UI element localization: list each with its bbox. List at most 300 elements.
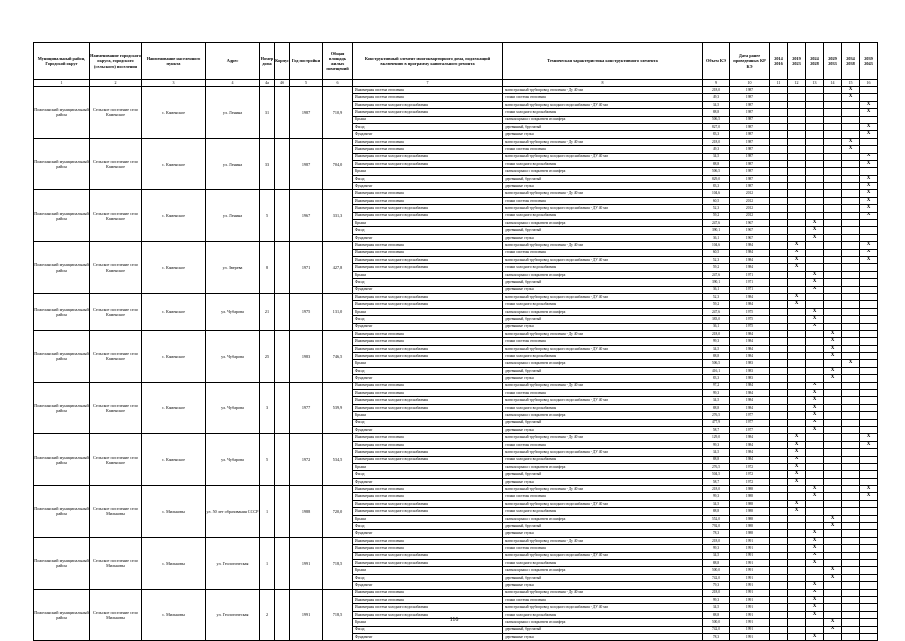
- characteristic-cell: магистральный трубопровод холодного водоснабжения - ДУ 40 мм: [503, 205, 703, 212]
- period-mark-cell: [770, 87, 788, 94]
- period-mark-cell: [860, 316, 878, 323]
- period-mark-cell: [842, 345, 860, 352]
- period-mark-cell: [824, 183, 842, 190]
- period-mark-cell: [860, 560, 878, 567]
- volume-cell: 88,8: [703, 109, 730, 116]
- house-number-cell: 8: [260, 242, 275, 294]
- build-year-cell: 1991: [290, 589, 323, 641]
- period-mark-cell: [806, 249, 824, 256]
- characteristic-cell: стояки холодного водоснабжения: [503, 109, 703, 116]
- house-number-cell: 5: [260, 190, 275, 242]
- period-mark-cell: [824, 242, 842, 249]
- period-mark-cell: [824, 301, 842, 308]
- period-mark-cell: [842, 190, 860, 197]
- period-mark-cell: [788, 626, 806, 633]
- house-number-cell: 21: [260, 293, 275, 330]
- period-mark-cell: X: [860, 212, 878, 219]
- element-cell: Инженерная система отопления: [353, 589, 503, 596]
- period-mark-cell: [824, 109, 842, 116]
- period-mark-cell: [842, 419, 860, 426]
- element-cell: Инженерная система холодного водоснабжения: [353, 560, 503, 567]
- period-mark-cell: X: [860, 131, 878, 138]
- period-mark-cell: [860, 323, 878, 330]
- element-cell: Инженерная система отопления: [353, 330, 503, 337]
- period-mark-cell: [860, 596, 878, 603]
- period-mark-cell: [770, 390, 788, 397]
- period-mark-cell: [824, 279, 842, 286]
- characteristic-cell: магистральный трубопровод отопления - Ду 40 мм: [503, 382, 703, 389]
- period-mark-cell: [806, 338, 824, 345]
- period-mark-cell: X: [788, 478, 806, 485]
- period-mark-cell: [842, 242, 860, 249]
- repair-date-cell: 1987: [730, 131, 770, 138]
- repair-date-cell: 1984: [730, 345, 770, 352]
- period-mark-cell: [842, 456, 860, 463]
- period-mark-cell: [860, 471, 878, 478]
- house-group: [34, 293, 878, 330]
- column-number: 2: [90, 80, 142, 87]
- period-mark-cell: X: [860, 190, 878, 197]
- period-mark-cell: X: [806, 426, 824, 433]
- period-mark-cell: [788, 560, 806, 567]
- repair-date-cell: 1984: [730, 404, 770, 411]
- period-mark-cell: X: [824, 375, 842, 382]
- volume-cell: 552,0: [703, 515, 730, 522]
- period-mark-cell: [842, 205, 860, 212]
- characteristic-cell: деревянные стулья: [503, 323, 703, 330]
- repair-date-cell: 1987: [730, 94, 770, 101]
- period-mark-cell: [788, 596, 806, 603]
- volume-cell: 60,5: [703, 197, 730, 204]
- period-mark-cell: [860, 545, 878, 552]
- period-mark-cell: X: [860, 123, 878, 130]
- period-mark-cell: X: [860, 101, 878, 108]
- repair-date-cell: 1984: [730, 434, 770, 441]
- repair-date-cell: 1977: [730, 412, 770, 419]
- period-mark-cell: [806, 345, 824, 352]
- period-mark-cell: [806, 242, 824, 249]
- period-mark-cell: [788, 537, 806, 544]
- column-header: Номер дома: [260, 43, 275, 80]
- period-mark-cell: [842, 212, 860, 219]
- element-cell: Инженерная система холодного водоснабжения: [353, 404, 503, 411]
- characteristic-cell: магистральный трубопровод холодного водоснабжения - ДУ 40 мм: [503, 552, 703, 559]
- repair-date-cell: 2012: [730, 190, 770, 197]
- period-mark-cell: [842, 582, 860, 589]
- period-mark-cell: [842, 596, 860, 603]
- column-header: Наименование городского округа, городского (сельского) поселения: [90, 43, 142, 80]
- period-mark-cell: X: [860, 249, 878, 256]
- volume-cell: 218,0: [703, 138, 730, 145]
- period-mark-cell: [770, 183, 788, 190]
- repair-date-cell: 1991: [730, 633, 770, 640]
- period-mark-cell: [860, 582, 878, 589]
- element-cell: Фундамент: [353, 131, 503, 138]
- period-mark-cell: [824, 123, 842, 130]
- period-mark-cell: [770, 286, 788, 293]
- period-mark-cell: [788, 338, 806, 345]
- period-mark-cell: X: [860, 486, 878, 493]
- period-mark-cell: [860, 397, 878, 404]
- element-cell: Инженерная система холодного водоснабжения: [353, 212, 503, 219]
- period-mark-cell: X: [806, 412, 824, 419]
- characteristic-cell: деревянные стулья: [503, 633, 703, 640]
- period-mark-cell: X: [806, 323, 824, 330]
- period-mark-cell: [788, 168, 806, 175]
- period-mark-cell: [770, 441, 788, 448]
- period-mark-cell: [806, 212, 824, 219]
- period-mark-cell: [770, 153, 788, 160]
- period-mark-cell: X: [806, 633, 824, 640]
- characteristic-cell: магистральный трубопровод холодного водоснабжения - ДУ 40 мм: [503, 345, 703, 352]
- period-mark-cell: [824, 493, 842, 500]
- repair-date-cell: 1988: [730, 500, 770, 507]
- characteristic-cell: скатная крыша с покрытием из шифера: [503, 619, 703, 626]
- period-mark-cell: [788, 360, 806, 367]
- period-mark-cell: [770, 175, 788, 182]
- characteristic-cell: стояки холодного водоснабжения: [503, 212, 703, 219]
- period-mark-cell: [824, 486, 842, 493]
- locality-cell: с. Каменское: [142, 87, 206, 139]
- period-mark-cell: [824, 434, 842, 441]
- period-mark-cell: [860, 426, 878, 433]
- period-mark-cell: [842, 537, 860, 544]
- period-mark-cell: X: [806, 545, 824, 552]
- period-mark-cell: [842, 286, 860, 293]
- period-mark-cell: [824, 168, 842, 175]
- period-mark-cell: X: [860, 109, 878, 116]
- locality-cell: с. Мильковы: [142, 486, 206, 538]
- period-mark-cell: X: [842, 146, 860, 153]
- settlement-cell: Сельское поселение село Каменское: [90, 330, 142, 382]
- period-mark-cell: [824, 205, 842, 212]
- element-cell: Инженерная система отопления: [353, 486, 503, 493]
- period-mark-cell: [842, 545, 860, 552]
- period-mark-cell: X: [806, 596, 824, 603]
- characteristic-cell: деревянные стулья: [503, 183, 703, 190]
- repair-date-cell: 1984: [730, 449, 770, 456]
- element-cell: Инженерная система холодного водоснабжения: [353, 353, 503, 360]
- table-row: [34, 537, 878, 544]
- volume-cell: 34,5: [703, 500, 730, 507]
- volume-cell: 34,5: [703, 101, 730, 108]
- period-mark-cell: [842, 227, 860, 234]
- element-cell: Инженерная система холодного водоснабжения: [353, 456, 503, 463]
- element-cell: Фундамент: [353, 582, 503, 589]
- repair-date-cell: 1987: [730, 153, 770, 160]
- volume-cell: 500,0: [703, 619, 730, 626]
- period-mark-cell: [770, 493, 788, 500]
- period-mark-cell: [842, 530, 860, 537]
- period-mark-cell: [788, 87, 806, 94]
- period-mark-cell: [770, 434, 788, 441]
- period-mark-cell: [788, 227, 806, 234]
- settlement-cell: Сельское поселение село Мильковы: [90, 486, 142, 538]
- period-mark-cell: [824, 589, 842, 596]
- volume-cell: 34,5: [703, 345, 730, 352]
- period-mark-cell: [824, 545, 842, 552]
- build-year-cell: 1991: [290, 537, 323, 589]
- period-mark-cell: X: [824, 338, 842, 345]
- repair-date-cell: 1988: [730, 523, 770, 530]
- repair-date-cell: 1975: [730, 323, 770, 330]
- building-cell: [275, 293, 290, 330]
- period-mark-cell: [860, 523, 878, 530]
- period-mark-cell: [860, 552, 878, 559]
- house-number-cell: 1: [260, 486, 275, 538]
- period-mark-cell: [824, 101, 842, 108]
- element-cell: Крыша: [353, 220, 503, 227]
- area-cell: 718,5: [323, 537, 353, 589]
- element-cell: Инженерная система холодного водоснабжения: [353, 101, 503, 108]
- period-mark-cell: [806, 367, 824, 374]
- period-mark-cell: [770, 471, 788, 478]
- characteristic-cell: деревянный, брусчатый: [503, 471, 703, 478]
- period-mark-cell: [770, 523, 788, 530]
- period-mark-cell: X: [860, 197, 878, 204]
- period-mark-cell: [806, 138, 824, 145]
- repair-date-cell: 1988: [730, 515, 770, 522]
- element-cell: Инженерная система отопления: [353, 596, 503, 603]
- address-cell: ул. Чубарова: [206, 382, 260, 434]
- period-mark-cell: X: [824, 567, 842, 574]
- period-mark-cell: [824, 449, 842, 456]
- column-header: Конструктивный элемент многоквартирного дома, подлежащий включению в программу капитального ремонта: [353, 43, 503, 80]
- characteristic-cell: стояки холодного водоснабжения: [503, 301, 703, 308]
- element-cell: Крыша: [353, 463, 503, 470]
- characteristic-cell: скатная крыша с покрытием из шифера: [503, 116, 703, 123]
- element-cell: Инженерная система отопления: [353, 87, 503, 94]
- repair-date-cell: 1991: [730, 611, 770, 618]
- period-mark-cell: [806, 205, 824, 212]
- period-mark-cell: [842, 397, 860, 404]
- period-mark-cell: [770, 404, 788, 411]
- repair-date-cell: 1991: [730, 567, 770, 574]
- period-mark-cell: [860, 168, 878, 175]
- period-mark-cell: [806, 175, 824, 182]
- period-mark-cell: [842, 264, 860, 271]
- element-cell: Фасад: [353, 626, 503, 633]
- period-mark-cell: [806, 123, 824, 130]
- repair-date-cell: 1991: [730, 560, 770, 567]
- repair-date-cell: 1987: [730, 168, 770, 175]
- characteristic-cell: магистральный трубопровод отопления - Ду 40 мм: [503, 434, 703, 441]
- period-mark-cell: X: [806, 390, 824, 397]
- period-mark-cell: [806, 94, 824, 101]
- period-mark-cell: [806, 456, 824, 463]
- period-mark-cell: [860, 478, 878, 485]
- locality-cell: с. Мильковы: [142, 537, 206, 589]
- period-mark-cell: [842, 160, 860, 167]
- period-mark-cell: [860, 353, 878, 360]
- period-mark-cell: [770, 426, 788, 433]
- period-mark-cell: [788, 552, 806, 559]
- repair-date-cell: 1987: [730, 87, 770, 94]
- period-mark-cell: [770, 397, 788, 404]
- period-mark-cell: [860, 286, 878, 293]
- element-cell: Крыша: [353, 412, 503, 419]
- element-cell: Фасад: [353, 316, 503, 323]
- period-mark-cell: [770, 220, 788, 227]
- volume-cell: 827,0: [703, 123, 730, 130]
- house-group: [34, 242, 878, 294]
- district-cell: Пожеланский муниципальный район: [34, 293, 90, 330]
- period-mark-cell: X: [860, 175, 878, 182]
- period-mark-cell: [770, 353, 788, 360]
- building-cell: [275, 589, 290, 641]
- period-mark-cell: X: [806, 537, 824, 544]
- element-cell: Крыша: [353, 360, 503, 367]
- element-cell: Крыша: [353, 168, 503, 175]
- period-mark-cell: [770, 449, 788, 456]
- settlement-cell: Сельское поселение село Мильковы: [90, 589, 142, 641]
- volume-cell: 99,3: [703, 390, 730, 397]
- volume-cell: 36,1: [703, 323, 730, 330]
- table-row: [34, 190, 878, 197]
- settlement-cell: Сельское поселение село Каменское: [90, 434, 142, 486]
- period-mark-cell: [860, 604, 878, 611]
- address-cell: ул. Геологическая: [206, 537, 260, 589]
- area-cell: 331,3: [323, 190, 353, 242]
- column-number: 14: [824, 80, 842, 87]
- repair-date-cell: 1977: [730, 419, 770, 426]
- characteristic-cell: деревянный, брусчатый: [503, 626, 703, 633]
- table-row: [34, 382, 878, 389]
- period-mark-cell: [824, 286, 842, 293]
- period-mark-cell: [788, 153, 806, 160]
- period-mark-cell: X: [860, 434, 878, 441]
- characteristic-cell: стояки системы отопления: [503, 493, 703, 500]
- period-mark-cell: [842, 353, 860, 360]
- period-mark-cell: [860, 360, 878, 367]
- period-mark-cell: [770, 367, 788, 374]
- element-cell: Фасад: [353, 279, 503, 286]
- characteristic-cell: стояки системы отопления: [503, 94, 703, 101]
- period-mark-cell: [788, 567, 806, 574]
- volume-cell: 34,5: [703, 153, 730, 160]
- period-mark-cell: [770, 463, 788, 470]
- characteristic-cell: деревянные стулья: [503, 375, 703, 382]
- table-row: [34, 330, 878, 337]
- period-mark-cell: [770, 197, 788, 204]
- address-cell: ул. Ленина: [206, 138, 260, 190]
- volume-cell: 34,5: [703, 552, 730, 559]
- column-number: 4: [206, 80, 260, 87]
- volume-cell: 36,1: [703, 234, 730, 241]
- period-mark-cell: [824, 146, 842, 153]
- period-mark-cell: [824, 604, 842, 611]
- period-mark-cell: [842, 338, 860, 345]
- column-header: 2039 2043: [860, 43, 878, 80]
- period-mark-cell: [770, 308, 788, 315]
- period-mark-cell: [788, 367, 806, 374]
- table-row: [34, 589, 878, 596]
- volume-cell: 742,0: [703, 574, 730, 581]
- repair-date-cell: 1991: [730, 589, 770, 596]
- period-mark-cell: [860, 589, 878, 596]
- period-mark-cell: [788, 183, 806, 190]
- repair-date-cell: 1984: [730, 390, 770, 397]
- building-cell: [275, 382, 290, 434]
- element-cell: Инженерная система отопления: [353, 493, 503, 500]
- period-mark-cell: [860, 146, 878, 153]
- repair-date-cell: 1991: [730, 574, 770, 581]
- element-cell: Фундамент: [353, 426, 503, 433]
- element-cell: Инженерная система холодного водоснабжения: [353, 301, 503, 308]
- characteristic-cell: деревянный, брусчатый: [503, 123, 703, 130]
- characteristic-cell: скатная крыша с покрытием из шифера: [503, 168, 703, 175]
- characteristic-cell: магистральный трубопровод холодного водоснабжения - ДУ 40 мм: [503, 153, 703, 160]
- column-number: 11: [770, 80, 788, 87]
- period-mark-cell: [860, 227, 878, 234]
- period-mark-cell: X: [824, 345, 842, 352]
- characteristic-cell: деревянный, брусчатый: [503, 419, 703, 426]
- element-cell: Фундамент: [353, 375, 503, 382]
- house-group: [34, 434, 878, 486]
- period-mark-cell: [788, 323, 806, 330]
- volume-cell: 88,8: [703, 560, 730, 567]
- volume-cell: 88,8: [703, 456, 730, 463]
- volume-cell: 218,0: [703, 330, 730, 337]
- characteristic-cell: стояки холодного водоснабжения: [503, 404, 703, 411]
- characteristic-cell: деревянный, брусчатый: [503, 279, 703, 286]
- element-cell: Инженерная система отопления: [353, 197, 503, 204]
- period-mark-cell: [788, 375, 806, 382]
- characteristic-cell: магистральный трубопровод отопления - Ду 40 мм: [503, 138, 703, 145]
- address-cell: ул. Геологическая: [206, 589, 260, 641]
- build-year-cell: 1987: [290, 87, 323, 139]
- period-mark-cell: X: [824, 574, 842, 581]
- element-cell: Инженерная система холодного водоснабжения: [353, 160, 503, 167]
- characteristic-cell: стояки холодного водоснабжения: [503, 456, 703, 463]
- volume-cell: 129,0: [703, 434, 730, 441]
- period-mark-cell: [824, 153, 842, 160]
- house-group: [34, 382, 878, 434]
- element-cell: Фундамент: [353, 633, 503, 640]
- volume-cell: 104,6: [703, 190, 730, 197]
- characteristic-cell: деревянный, брусчатый: [503, 367, 703, 374]
- characteristic-cell: скатная крыша с покрытием из шифера: [503, 360, 703, 367]
- repair-date-cell: 1971: [730, 271, 770, 278]
- volume-cell: 506,5: [703, 116, 730, 123]
- capital-repair-table: [33, 42, 878, 641]
- period-mark-cell: [806, 301, 824, 308]
- period-mark-cell: [770, 330, 788, 337]
- period-mark-cell: X: [806, 227, 824, 234]
- period-mark-cell: [788, 530, 806, 537]
- volume-cell: 52,3: [703, 256, 730, 263]
- period-mark-cell: X: [788, 301, 806, 308]
- repair-date-cell: 1972: [730, 478, 770, 485]
- locality-cell: с. Каменское: [142, 138, 206, 190]
- repair-date-cell: 1983: [730, 360, 770, 367]
- period-mark-cell: [824, 426, 842, 433]
- period-mark-cell: [788, 382, 806, 389]
- element-cell: Инженерная система отопления: [353, 190, 503, 197]
- period-mark-cell: [860, 308, 878, 315]
- column-number: 16: [860, 80, 878, 87]
- period-mark-cell: [770, 574, 788, 581]
- repair-date-cell: 1984: [730, 397, 770, 404]
- period-mark-cell: X: [806, 271, 824, 278]
- repair-date-cell: 1984: [730, 338, 770, 345]
- period-mark-cell: X: [860, 242, 878, 249]
- period-mark-cell: X: [788, 242, 806, 249]
- district-cell: Пожеланский муниципальный район: [34, 382, 90, 434]
- characteristic-cell: деревянные стулья: [503, 478, 703, 485]
- period-mark-cell: [824, 190, 842, 197]
- column-header: 2014 2016: [770, 43, 788, 80]
